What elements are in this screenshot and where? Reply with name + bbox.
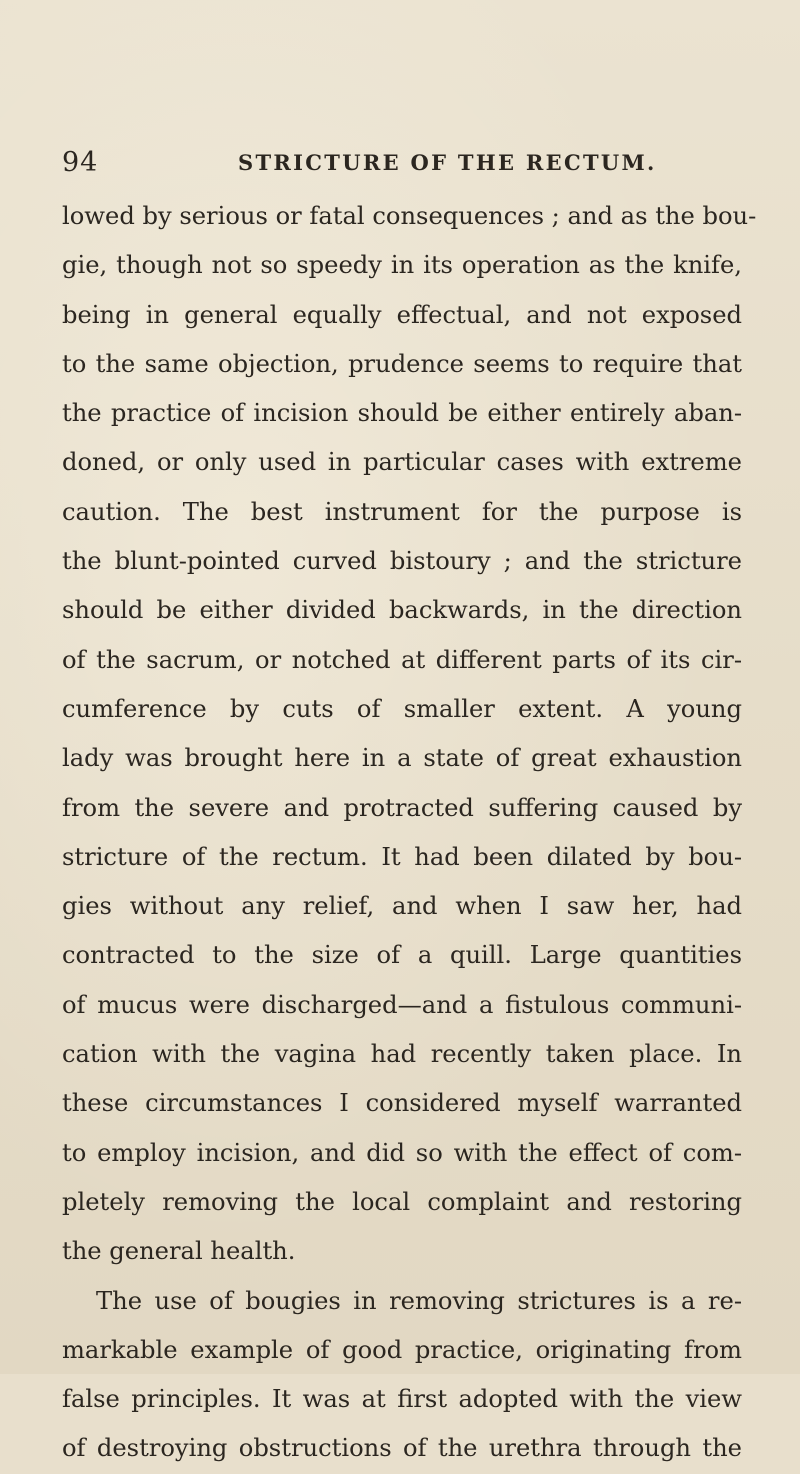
text-line: from the severe and protracted suffering caused by — [62, 793, 742, 822]
page-header — [62, 143, 762, 183]
page-number: 94 — [62, 147, 99, 178]
text-line: should be either divided backwards, in the direction — [62, 596, 742, 625]
text-line: caution. The best instrument for the purpose is — [62, 497, 742, 526]
text-line: cumference by cuts of smaller extent. A young — [62, 694, 742, 723]
text-line: false principles. It was at first adopted with the view — [62, 1385, 742, 1414]
text-line: the general health. — [62, 1237, 296, 1266]
text-line: the blunt-pointed curved bistoury ; and the stricture — [62, 547, 742, 576]
text-line: gie, though not so speedy in its operation as the knife, — [62, 251, 742, 280]
text-line: cation with the vagina had recently taken place. In — [62, 1040, 742, 1069]
text-line: doned, or only used in particular cases with extreme — [62, 448, 742, 477]
text-line: to employ incision, and did so with the effect of com- — [62, 1138, 742, 1167]
text-line: stricture of the rectum. It had been dilated by bou- — [62, 842, 742, 871]
text-line: lady was brought here in a state of great exhaustion — [62, 744, 742, 773]
text-line: of mucus were discharged—and a fistulous communi- — [62, 990, 742, 1019]
text-line: of destroying obstructions of the urethra through the — [62, 1434, 742, 1463]
text-line: being in general equally effectual, and not exposed — [62, 300, 742, 329]
text-line: to the same objection, prudence seems to require that — [62, 349, 742, 378]
text-line: contracted to the size of a quill. Large quantities — [62, 941, 742, 970]
running-title: STRICTURE OF THE RECTUM. — [238, 150, 657, 175]
text-line: The use of bougies in removing strictures is a re- — [96, 1286, 742, 1315]
text-line: of the sacrum, or notched at different parts of its cir- — [62, 645, 742, 674]
text-line: markable example of good practice, originating from — [62, 1335, 742, 1364]
text-line: gies without any relief, and when I saw her, had — [62, 892, 742, 921]
text-line: lowed by serious or fatal consequences ; and as the bou- — [62, 202, 757, 230]
text-line: the practice of incision should be either entirely aban- — [62, 399, 742, 428]
body-text — [62, 192, 757, 1474]
text-line: these circumstances I considered myself warranted — [62, 1089, 742, 1118]
text-line: pletely removing the local complaint and restoring — [62, 1187, 742, 1216]
